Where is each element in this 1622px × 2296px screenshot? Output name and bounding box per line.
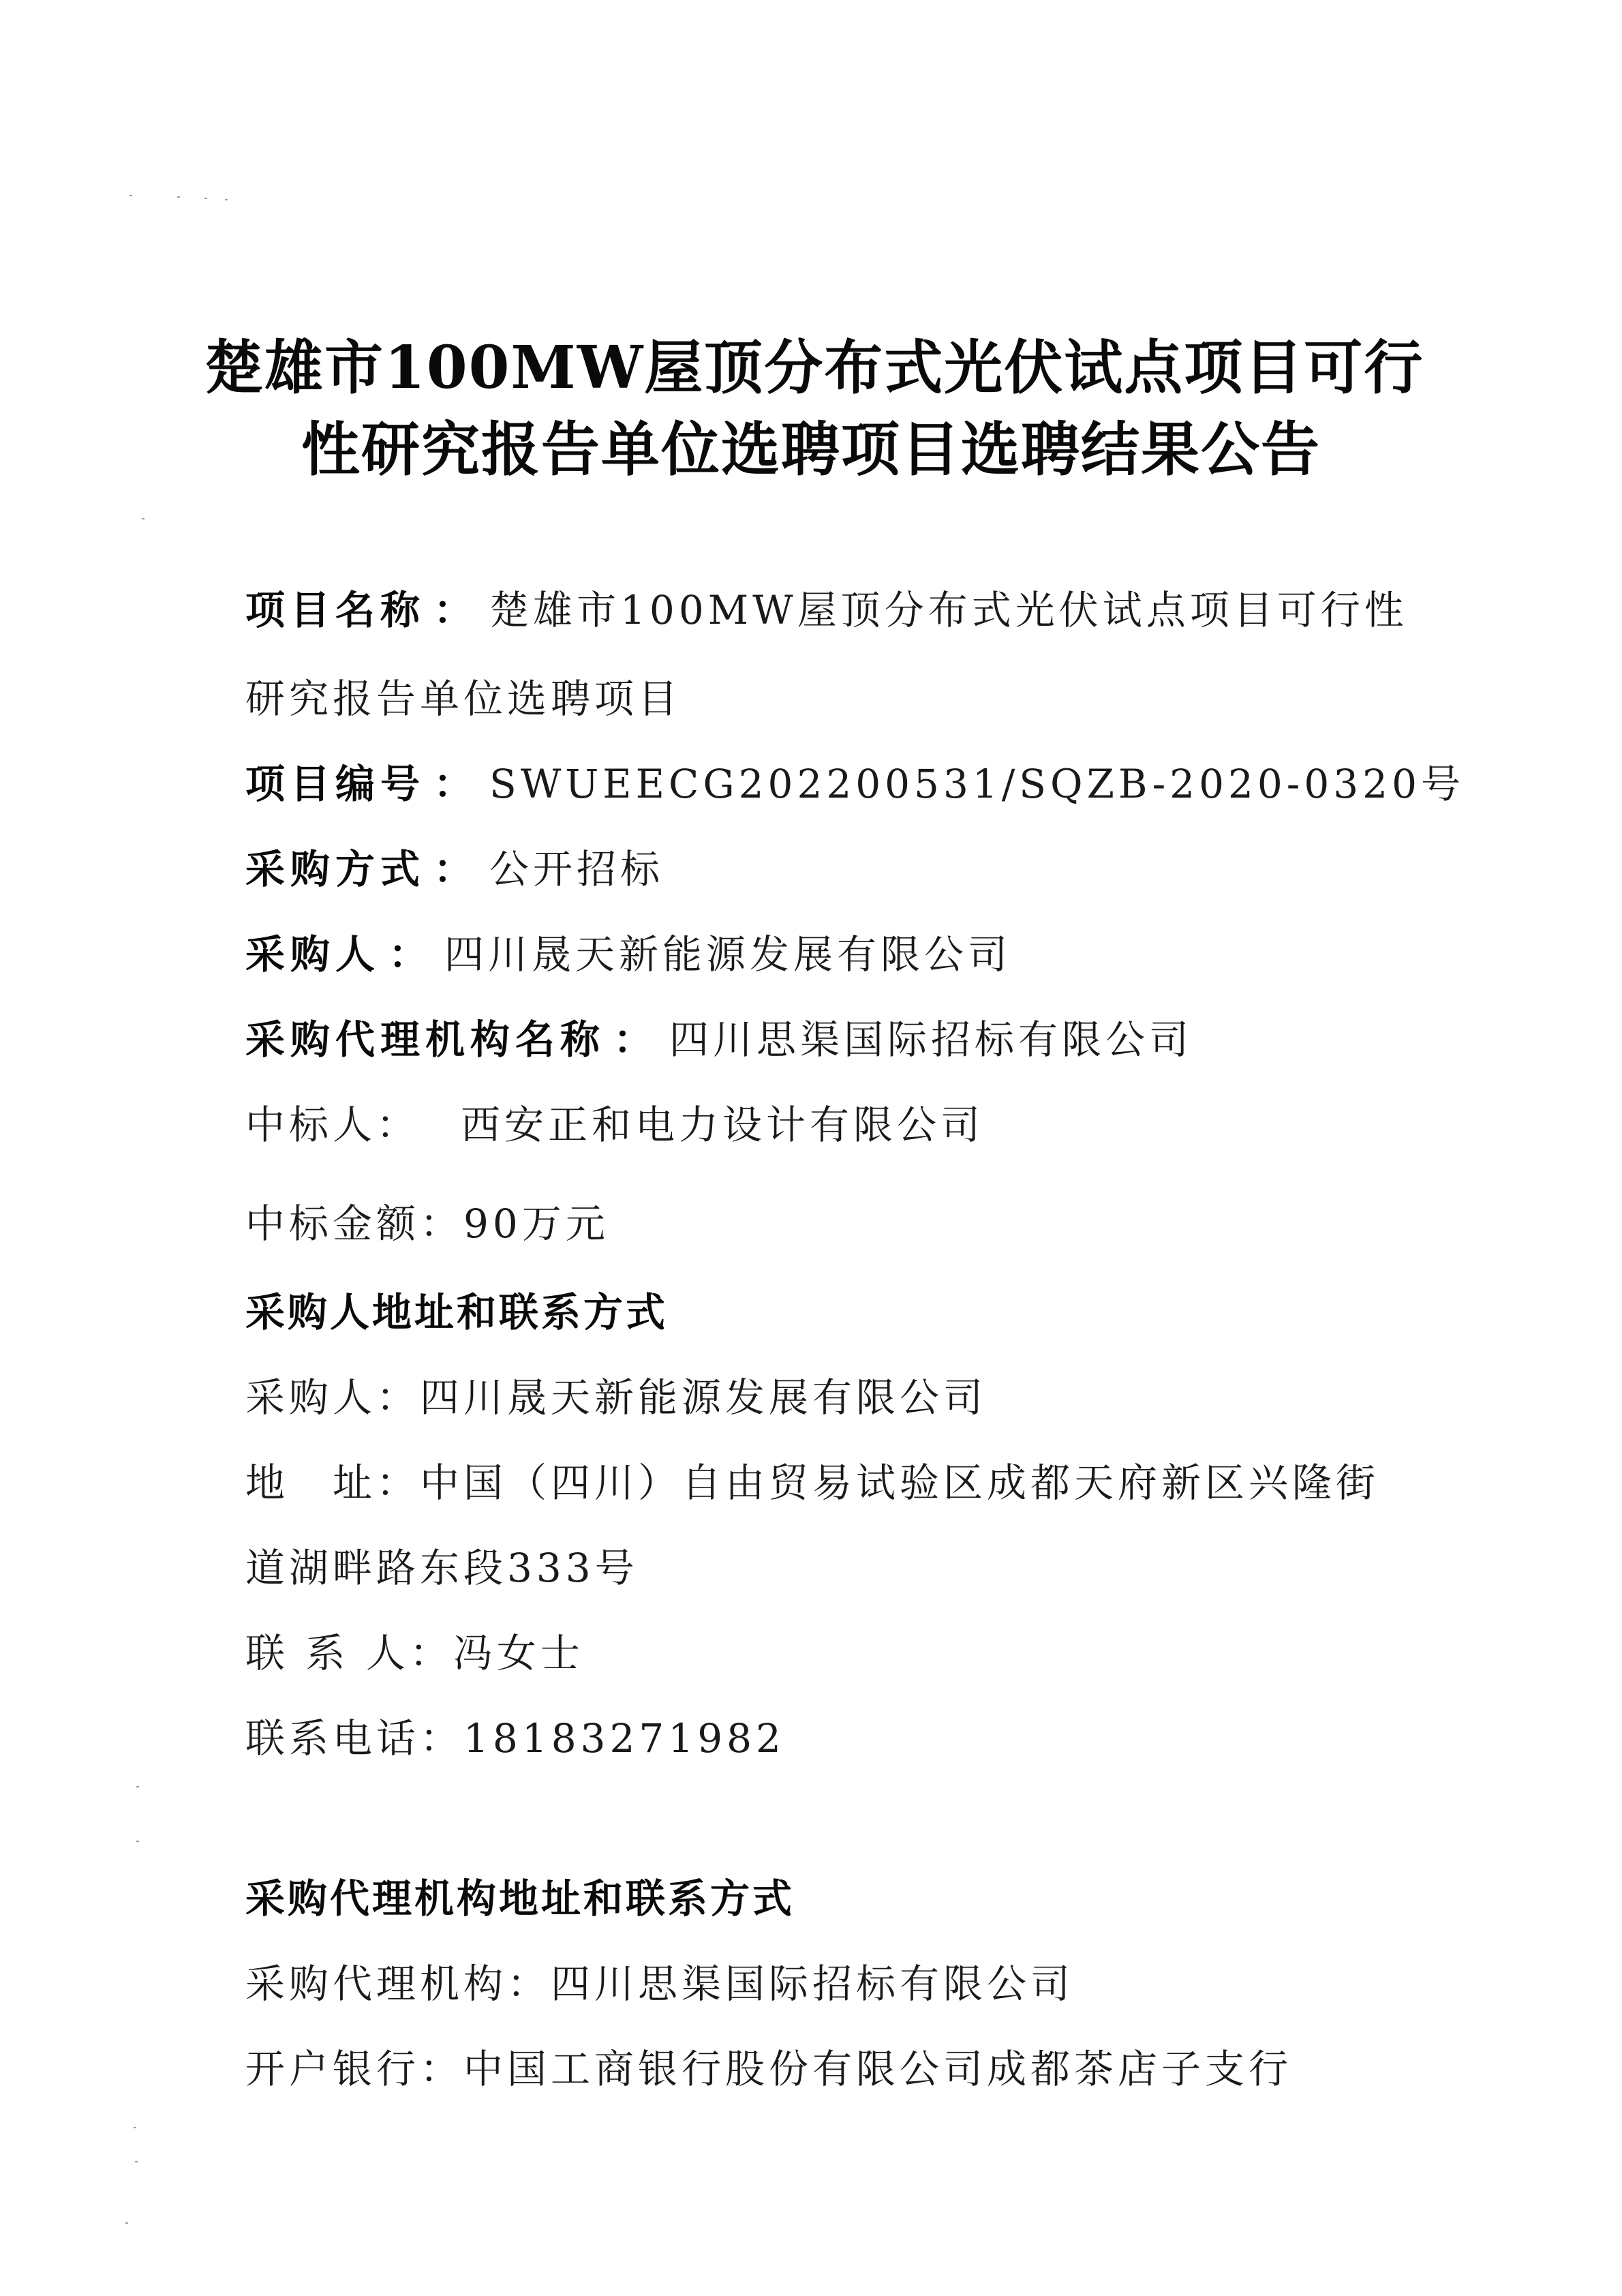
- agency-contact-name-value: 四川思渠国际招标有限公司: [551, 1961, 1075, 2007]
- purchaser-contact-person-label: 联 系 人：: [245, 1630, 453, 1676]
- project-name-continuation: 研究报告单位选聘项目: [245, 676, 682, 722]
- scan-speck: [136, 1786, 139, 1787]
- purchaser-phone-row: [245, 1708, 785, 1769]
- purchaser-address-continuation: 道湖畔路东段333号: [245, 1545, 639, 1591]
- purchaser-address-row: [245, 1452, 1379, 1513]
- purchaser-contact-name-label: 采购人：: [245, 1374, 420, 1421]
- procurement-method-separator: ：: [433, 846, 478, 892]
- winner-row: [245, 1094, 984, 1155]
- project-number-value: SWUEECG202200531/SQZB-2020-0320号: [489, 761, 1465, 807]
- agency-name-label: 采购代理机构名称: [245, 1016, 606, 1063]
- agency-bank-label: 开户银行：: [245, 2046, 464, 2092]
- project-number-label: 项目编号: [245, 761, 426, 807]
- project-name-separator: ：: [433, 587, 478, 633]
- purchaser-phone-label: 联系电话：: [245, 1715, 464, 1762]
- agency-contact-name-row: [245, 1953, 1074, 2014]
- winning-amount-value: 90万元: [463, 1200, 609, 1247]
- purchaser-row: [245, 924, 1011, 985]
- agency-contact-name-label: 采购代理机构：: [245, 1961, 551, 2007]
- purchaser-label: 采购人: [245, 931, 381, 978]
- agency-bank-value: 中国工商银行股份有限公司成都茶店子支行: [463, 2046, 1293, 2092]
- scan-speck: [135, 2161, 138, 2162]
- purchaser-address-value: 中国（四川）自由贸易试验区成都天府新区兴隆街: [420, 1460, 1380, 1506]
- project-name-label: 项目名称: [245, 587, 426, 633]
- purchaser-contact-name-value: 四川晟天新能源发展有限公司: [420, 1374, 988, 1421]
- procurement-method-row: [245, 839, 664, 900]
- purchaser-contact-person-value: 冯女士: [453, 1630, 584, 1676]
- purchaser-separator: ：: [388, 931, 433, 978]
- project-name-row: [245, 579, 1408, 641]
- scan-speck: [225, 199, 228, 200]
- document-title-line-1: 楚雄市100MW屋顶分布式光伏试点项目可行: [204, 333, 1424, 402]
- scan-speck: [125, 2222, 128, 2224]
- agency-contact-heading: 采购代理机构地址和联系方式: [245, 1875, 795, 1922]
- winner-value: 西安正和电力设计有限公司: [461, 1102, 985, 1148]
- winner-label: 中标人：: [245, 1102, 420, 1148]
- agency-bank-row: [245, 2038, 1292, 2100]
- winning-amount-label: 中标金额：: [245, 1200, 464, 1247]
- purchaser-contact-name-row: [245, 1367, 987, 1428]
- document-title-line-2: 性研究报告单位选聘项目选聘结果公告: [301, 415, 1321, 484]
- agency-name-value: 四川思渠国际招标有限公司: [669, 1016, 1193, 1063]
- scan-speck: [136, 1841, 139, 1842]
- scan-speck: [177, 196, 180, 198]
- scan-speck: [134, 2127, 136, 2128]
- project-number-row: [245, 753, 1465, 815]
- purchaser-value: 四川晟天新能源发展有限公司: [444, 931, 1012, 978]
- agency-name-row: [245, 1009, 1193, 1070]
- project-name-value: 楚雄市100MW屋顶分布式光伏试点项目可行性: [489, 587, 1408, 633]
- purchaser-contact-heading: 采购人地址和联系方式: [245, 1289, 669, 1335]
- purchaser-contact-person-row: [245, 1622, 584, 1684]
- project-number-separator: ：: [433, 761, 478, 807]
- purchaser-address-label: 地 址：: [245, 1460, 420, 1506]
- winning-amount-row: [245, 1193, 609, 1254]
- procurement-method-value: 公开招标: [489, 846, 664, 892]
- purchaser-phone-value: 18183271982: [463, 1715, 785, 1762]
- procurement-method-label: 采购方式: [245, 846, 426, 892]
- agency-name-separator: ：: [613, 1016, 658, 1063]
- scan-speck: [204, 198, 207, 199]
- scan-speck: [129, 195, 132, 196]
- scan-speck: [142, 518, 144, 519]
